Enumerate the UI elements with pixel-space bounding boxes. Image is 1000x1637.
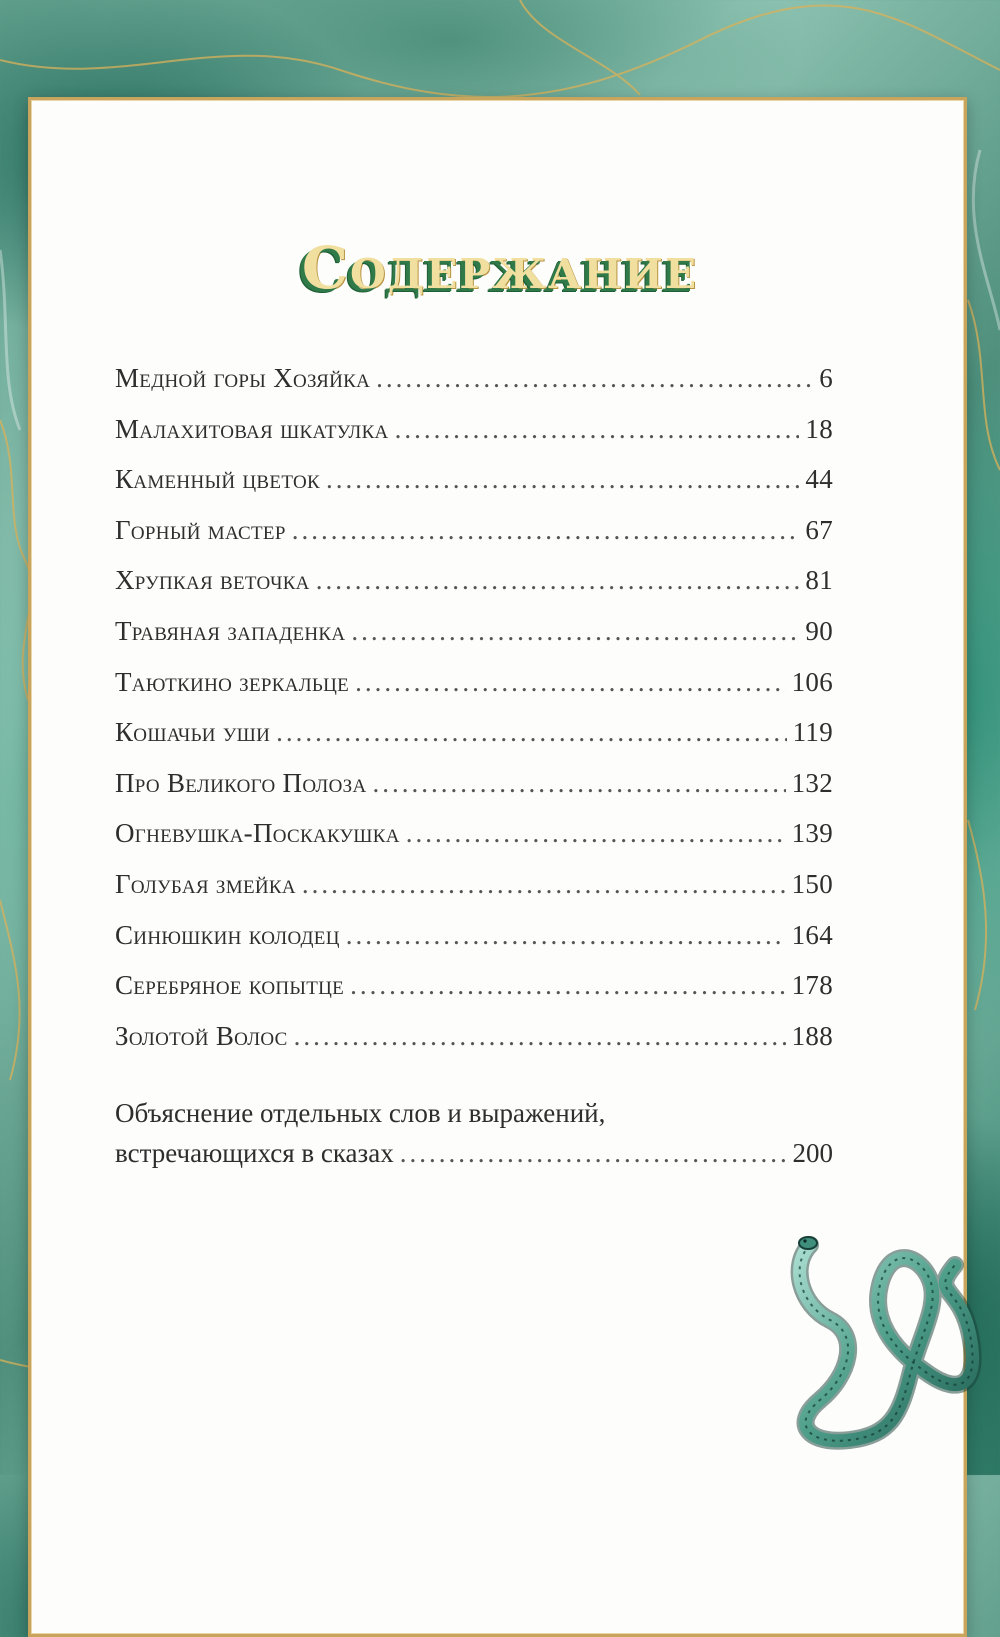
toc-leader-dots	[292, 515, 800, 546]
glossary-entry[interactable]	[115, 1098, 833, 1178]
toc-entry-title: Горный мастер	[115, 514, 286, 545]
malachite-snake-icon	[780, 1225, 990, 1455]
toc-entry-title: Огневушка-Поскакушка	[115, 818, 400, 849]
toc-entry[interactable]	[115, 464, 833, 515]
toc-entry-title: Таюткино зеркальце	[115, 666, 350, 697]
toc-entry-page: 67	[805, 514, 833, 545]
toc-entry[interactable]	[115, 920, 833, 971]
toc-leader-dots	[406, 818, 786, 849]
toc-entry-page: 178	[791, 970, 833, 1001]
glossary-page: 200	[792, 1138, 833, 1168]
toc-entry-page: 18	[805, 413, 833, 444]
toc-leader-dots	[346, 920, 786, 951]
toc-leader-dots	[355, 667, 786, 698]
toc-entry-title: Про Великого Полоза	[115, 767, 367, 798]
toc-leader-dots	[372, 768, 785, 799]
glossary-title-line2: встречающихся в сказах	[115, 1138, 394, 1168]
toc-entry-title: Кошачьи уши	[115, 717, 271, 748]
toc-entry[interactable]	[115, 363, 833, 414]
page-title: Содержание	[301, 233, 699, 302]
toc-entry-title: Травяная западенка	[115, 615, 346, 646]
toc-entry[interactable]	[115, 616, 833, 667]
toc-entry-title: Каменный цветок	[115, 464, 320, 495]
toc-entry[interactable]	[115, 970, 833, 1021]
toc-entry-title: Медной горы Хозяйка	[115, 363, 371, 393]
toc-entry[interactable]	[115, 565, 833, 616]
toc-entry[interactable]	[115, 667, 833, 718]
toc-leader-dots	[276, 717, 786, 748]
toc-entry-page: 44	[805, 464, 833, 495]
toc-entry-page: 164	[791, 919, 833, 950]
toc-entry-page: 139	[791, 818, 833, 849]
toc-entry-title: Голубая змейка	[115, 868, 296, 899]
toc-leader-dots	[316, 565, 800, 596]
toc-entry-title: Золотой Волос	[115, 1020, 288, 1051]
toc-leader-dots	[326, 464, 799, 495]
glossary-title-line1: Объяснение отдельных слов и выражений,	[115, 1098, 606, 1128]
toc-entry-page: 81	[805, 565, 833, 596]
toc-entry-page: 106	[791, 666, 833, 697]
toc-entry[interactable]	[115, 869, 833, 920]
toc-entry[interactable]	[115, 768, 833, 819]
table-of-contents	[115, 363, 833, 1071]
toc-entry-page: 119	[792, 717, 833, 748]
toc-entry-title: Хрупкая веточка	[115, 565, 310, 596]
toc-entry-page: 150	[791, 868, 833, 899]
toc-entry-page: 188	[791, 1020, 833, 1051]
toc-leader-dots	[400, 1138, 787, 1169]
toc-leader-dots	[294, 1021, 786, 1052]
toc-entry[interactable]	[115, 818, 833, 869]
toc-entry-title: Синюшкин колодец	[115, 919, 340, 950]
toc-entry[interactable]	[115, 717, 833, 768]
toc-entry-page: 90	[805, 615, 833, 646]
toc-leader-dots	[350, 970, 786, 1001]
toc-entry[interactable]	[115, 1021, 833, 1072]
toc-entry[interactable]	[115, 414, 833, 465]
toc-entry[interactable]	[115, 515, 833, 566]
toc-leader-dots	[302, 869, 786, 900]
toc-leader-dots	[351, 616, 799, 647]
toc-entry-title: Серебряное копытце	[115, 970, 345, 1001]
toc-entry-title: Малахитовая шкатулка	[115, 413, 389, 444]
toc-entry-page: 6	[819, 363, 833, 393]
toc-entry-page: 132	[791, 767, 833, 798]
toc-leader-dots	[395, 414, 800, 445]
toc-leader-dots	[376, 363, 813, 394]
